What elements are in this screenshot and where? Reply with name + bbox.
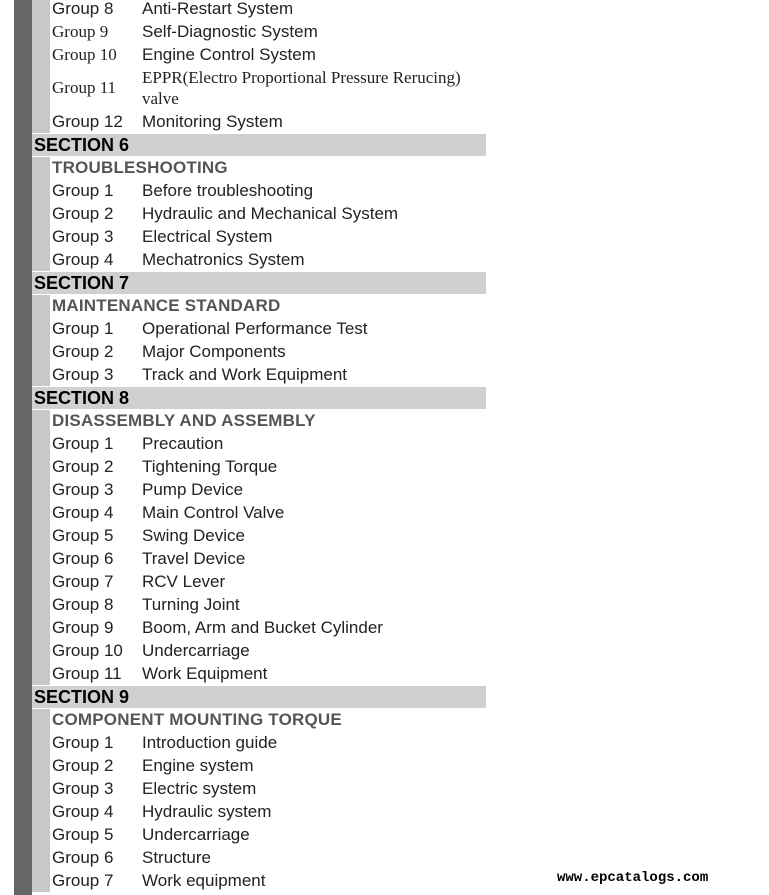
group-number: Group 3 [52,779,114,798]
group-number: Group 7 [52,871,114,890]
toc-row[interactable] [50,225,486,248]
group-number: Group 2 [52,342,114,361]
table-of-contents [32,0,486,892]
group-title[interactable]: Pump Device [142,480,244,499]
left-margin-bar [14,0,32,895]
toc-row[interactable] [50,432,486,455]
section-header: SECTION 7 [32,272,486,294]
section-header: SECTION 6 [32,134,486,156]
toc-row[interactable] [50,570,486,593]
group-number: Group 2 [52,204,114,223]
toc-row[interactable] [50,639,486,662]
section-title[interactable]: MAINTENANCE STANDARD [52,296,281,315]
group-title[interactable]: Hydraulic and Mechanical System [142,204,399,223]
toc-row[interactable] [50,110,486,133]
group-number: Group 8 [52,595,114,614]
group-number: Group 6 [52,848,114,867]
watermark: www.epcatalogs.com [557,870,709,886]
group-number: Group 5 [52,825,114,844]
group-title[interactable]: Introduction guide [142,733,278,752]
group-title[interactable]: Monitoring System [142,112,283,131]
group-number: Group 10 [52,45,117,64]
section-title[interactable]: COMPONENT MOUNTING TORQUE [52,710,342,729]
group-title[interactable]: Before troubleshooting [142,181,314,200]
group-title[interactable]: Turning Joint [142,595,240,614]
toc-row[interactable] [50,823,486,846]
group-number: Group 5 [52,526,114,545]
group-title[interactable]: Engine system [142,756,254,775]
group-title[interactable]: Travel Device [142,549,246,568]
toc-row[interactable] [50,593,486,616]
toc-row[interactable] [50,455,486,478]
group-number: Group 4 [52,802,114,821]
group-title[interactable]: Main Control Valve [142,503,285,522]
group-title[interactable]: Operational Performance Test [142,319,368,338]
group-title[interactable]: Anti-Restart System [142,0,294,18]
group-number: Group 6 [52,549,114,568]
toc-row[interactable] [50,248,486,271]
group-number: Group 4 [52,503,114,522]
toc-row[interactable] [50,869,486,892]
group-title[interactable]: RCV Lever [142,572,226,591]
toc-row[interactable] [50,478,486,501]
toc-row[interactable] [50,202,486,225]
group-title[interactable]: Track and Work Equipment [142,365,348,384]
section-title[interactable]: TROUBLESHOOTING [52,158,228,177]
group-number: Group 1 [52,434,114,453]
section-title[interactable]: DISASSEMBLY AND ASSEMBLY [52,411,316,430]
group-title[interactable]: EPPR(Electro Proportional Pressure Rerucing) valve [142,68,461,108]
group-title[interactable]: Swing Device [142,526,245,545]
group-number: Group 3 [52,480,114,499]
group-number: Group 3 [52,365,114,384]
group-number: Group 9 [52,618,114,637]
group-title[interactable]: Structure [142,848,211,867]
group-title[interactable]: Undercarriage [142,641,250,660]
section-body [32,410,486,685]
toc-row[interactable] [50,800,486,823]
sections-list [32,134,486,892]
group-number: Group 9 [52,22,109,41]
section-body [32,295,486,386]
section-5-continued [32,0,486,133]
group-number: Group 12 [52,112,123,131]
section-body [32,157,486,271]
toc-row[interactable] [50,754,486,777]
group-title[interactable]: Electric system [142,779,257,798]
toc-row[interactable] [50,547,486,570]
group-number: Group 10 [52,641,123,660]
toc-row[interactable] [50,501,486,524]
group-number: Group 1 [52,319,114,338]
toc-row[interactable] [50,179,486,202]
group-title[interactable]: Self-Diagnostic System [142,22,318,41]
toc-row[interactable] [50,340,486,363]
group-title[interactable]: Hydraulic system [142,802,272,821]
group-title[interactable]: Work Equipment [142,664,268,683]
group-number: Group 1 [52,733,114,752]
group-number: Group 3 [52,227,114,246]
group-title[interactable]: Work equipment [142,871,266,890]
group-number: Group 7 [52,572,114,591]
group-title[interactable]: Tightening Torque [142,457,278,476]
toc-row[interactable] [50,20,486,43]
group-title[interactable]: Precaution [142,434,224,453]
group-title[interactable]: Electrical System [142,227,273,246]
group-number: Group 8 [52,0,114,18]
toc-row[interactable] [50,777,486,800]
group-number: Group 11 [52,664,122,683]
toc-row[interactable] [50,846,486,869]
section-header: SECTION 9 [32,686,486,708]
toc-row[interactable] [50,662,486,685]
group-title[interactable]: Boom, Arm and Bucket Cylinder [142,618,383,637]
toc-row[interactable] [50,0,486,20]
toc-row[interactable] [50,43,486,66]
group-title[interactable]: Engine Control System [142,45,316,64]
group-number: Group 1 [52,181,114,200]
section-header: SECTION 8 [32,387,486,409]
group-number: Group 2 [52,457,114,476]
toc-row[interactable] [50,66,486,110]
toc-row[interactable] [50,317,486,340]
toc-row[interactable] [50,616,486,639]
group-title[interactable]: Major Components [142,342,286,361]
group-number: Group 4 [52,250,114,269]
section-body [32,709,486,892]
toc-row[interactable] [50,363,486,386]
toc-row[interactable] [50,731,486,754]
group-number: Group 2 [52,756,114,775]
group-number: Group 11 [52,78,117,97]
group-title[interactable]: Mechatronics System [142,250,305,269]
toc-row[interactable] [50,524,486,547]
group-title[interactable]: Undercarriage [142,825,250,844]
